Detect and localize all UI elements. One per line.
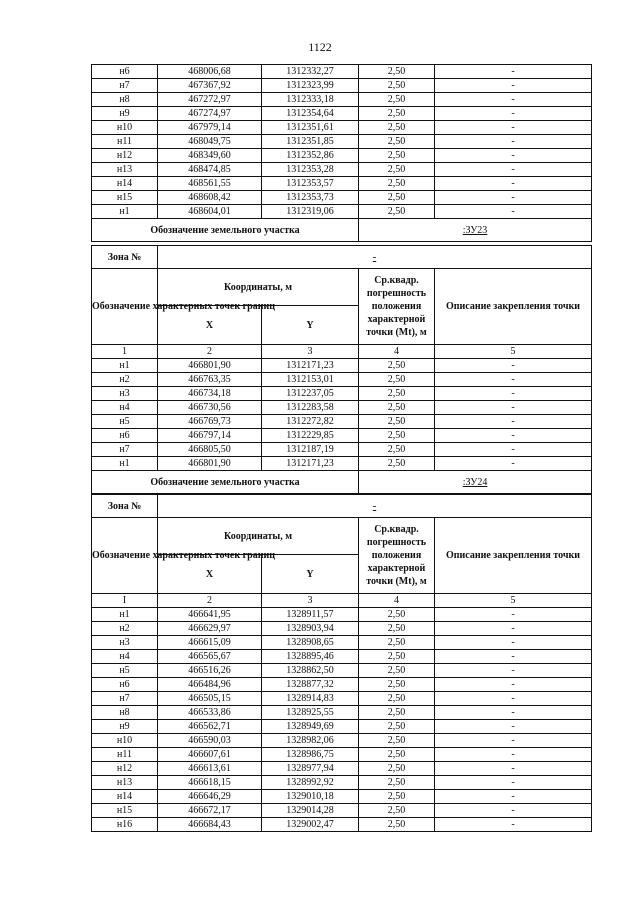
point-name-cell: н13 [92,776,158,790]
accuracy-cell: 2,50 [359,720,435,734]
col-num-4: 4 [359,594,435,608]
x-coordinate-cell: 466629,97 [158,622,262,636]
x-coordinate-cell: 466484,96 [158,678,262,692]
point-designation-header: Обозначение характерных точек границ [92,518,158,594]
fixing-cell: - [435,776,592,790]
x-coordinate-cell: 466565,67 [158,650,262,664]
header-row [92,518,592,555]
point-name-cell: н14 [92,790,158,804]
plot-id-zu23: :ЗУ23 [359,219,592,242]
table-row [92,135,592,149]
accuracy-cell: 2,50 [359,608,435,622]
x-coordinate-cell: 468474,85 [158,163,262,177]
fixing-cell: - [435,163,592,177]
accuracy-cell: 2,50 [359,65,435,79]
y-coordinate-cell: 1312272,82 [262,415,359,429]
y-coordinate-cell: 1312353,73 [262,191,359,205]
point-name-cell: н6 [92,429,158,443]
table-row [92,622,592,636]
table-row [92,804,592,818]
x-coordinate-cell: 466801,90 [158,457,262,471]
y-coordinate-cell: 1312353,57 [262,177,359,191]
accuracy-cell: 2,50 [359,443,435,457]
point-name-cell: н3 [92,636,158,650]
accuracy-cell: 2,50 [359,79,435,93]
plot-designation-label: Обозначение земельного участка [92,219,359,242]
point-name-cell: н12 [92,149,158,163]
table-row [92,107,592,121]
table-row [92,790,592,804]
accuracy-header: Ср.квадр. погрешность положения характерной точки (Мt), м [359,518,435,594]
coordinates-table-continued [91,64,592,242]
zone-row [92,495,592,518]
y-coordinate-cell: 1312332,27 [262,65,359,79]
x-coordinate-cell: 467272,97 [158,93,262,107]
fixing-cell: - [435,664,592,678]
x-coordinate-cell: 468561,55 [158,177,262,191]
y-coordinate-cell: 1312353,28 [262,163,359,177]
table-row [92,818,592,832]
accuracy-cell: 2,50 [359,678,435,692]
x-coordinate-cell: 466533,86 [158,706,262,720]
coordinates-table-zu23 [91,245,592,494]
col-num-2: 2 [158,345,262,359]
y-coordinate-cell: 1312351,85 [262,135,359,149]
y-coordinate-cell: 1312153,01 [262,373,359,387]
table-row [92,191,592,205]
y-coordinate-cell: 1328895,46 [262,650,359,664]
accuracy-cell: 2,50 [359,387,435,401]
point-designation-header: Обозначение характерных точек границ [92,269,158,345]
x-coordinate-cell: 466801,90 [158,359,262,373]
accuracy-cell: 2,50 [359,107,435,121]
table-row [92,149,592,163]
fixing-cell: - [435,373,592,387]
accuracy-cell: 2,50 [359,706,435,720]
table-row [92,205,592,219]
y-coordinate-cell: 1328949,69 [262,720,359,734]
fixing-cell: - [435,149,592,163]
col-num-5: 5 [435,345,592,359]
point-name-cell: н8 [92,706,158,720]
fixing-cell: - [435,650,592,664]
y-coordinate-cell: 1328977,94 [262,762,359,776]
y-coordinate-cell: 1312319,06 [262,205,359,219]
table-row [92,401,592,415]
accuracy-cell: 2,50 [359,804,435,818]
point-name-cell: н1 [92,205,158,219]
point-name-cell: н9 [92,720,158,734]
plot-designation-row [92,219,592,242]
y-header: Y [262,306,359,345]
table-body [92,65,592,219]
point-name-cell: н10 [92,734,158,748]
table-row [92,93,592,107]
table-row [92,720,592,734]
coordinates-table-zu24 [91,494,592,832]
y-coordinate-cell: 1328908,65 [262,636,359,650]
point-name-cell: н9 [92,107,158,121]
y-coordinate-cell: 1328862,50 [262,664,359,678]
accuracy-cell: 2,50 [359,457,435,471]
table-row [92,121,592,135]
page-number: 1122 [308,40,332,54]
accuracy-cell: 2,50 [359,762,435,776]
col-num-2: 2 [158,594,262,608]
table-row [92,734,592,748]
accuracy-cell: 2,50 [359,401,435,415]
accuracy-cell: 2,50 [359,636,435,650]
zone-value: - [158,246,592,269]
x-coordinate-cell: 466672,17 [158,804,262,818]
point-name-cell: н7 [92,692,158,706]
y-coordinate-cell: 1312352,86 [262,149,359,163]
point-name-cell: н4 [92,650,158,664]
y-coordinate-cell: 1328914,83 [262,692,359,706]
fixing-cell: - [435,790,592,804]
y-coordinate-cell: 1312187,19 [262,443,359,457]
table-body [92,608,592,832]
x-header: X [158,555,262,594]
accuracy-cell: 2,50 [359,818,435,832]
point-name-cell: н5 [92,664,158,678]
fixing-cell: - [435,692,592,706]
point-name-cell: н12 [92,762,158,776]
accuracy-cell: 2,50 [359,664,435,678]
zone-label: Зона № [92,495,158,518]
x-coordinate-cell: 466590,03 [158,734,262,748]
x-coordinate-cell: 466797,14 [158,429,262,443]
col-num-1: 1 [92,345,158,359]
x-coordinate-cell: 466763,35 [158,373,262,387]
table-row [92,415,592,429]
table-row [92,373,592,387]
y-coordinate-cell: 1312171,23 [262,457,359,471]
y-coordinate-cell: 1312171,23 [262,359,359,373]
fixing-cell: - [435,177,592,191]
y-coordinate-cell: 1312323,99 [262,79,359,93]
table-row [92,65,592,79]
table-row [92,692,592,706]
x-coordinate-cell: 466684,43 [158,818,262,832]
column-number-row [92,594,592,608]
accuracy-cell: 2,50 [359,373,435,387]
point-name-cell: н14 [92,177,158,191]
fixing-cell: - [435,818,592,832]
y-coordinate-cell: 1328903,94 [262,622,359,636]
table-row [92,457,592,471]
y-coordinate-cell: 1312351,61 [262,121,359,135]
accuracy-cell: 2,50 [359,191,435,205]
header-row [92,269,592,306]
fixing-cell: - [435,678,592,692]
plot-designation-row [92,471,592,494]
fixing-cell: - [435,65,592,79]
y-coordinate-cell: 1328986,75 [262,748,359,762]
point-name-cell: н16 [92,818,158,832]
x-coordinate-cell: 467979,14 [158,121,262,135]
fixing-cell: - [435,191,592,205]
accuracy-cell: 2,50 [359,622,435,636]
plot-id-zu24: :ЗУ24 [359,471,592,494]
fixing-cell: - [435,734,592,748]
fixing-cell: - [435,720,592,734]
col-num-1: I [92,594,158,608]
point-name-cell: н5 [92,415,158,429]
point-name-cell: н2 [92,622,158,636]
table-row [92,163,592,177]
fixing-cell: - [435,387,592,401]
fixing-cell: - [435,359,592,373]
y-coordinate-cell: 1328982,06 [262,734,359,748]
x-header: X [158,306,262,345]
point-name-cell: н8 [92,93,158,107]
accuracy-cell: 2,50 [359,93,435,107]
accuracy-cell: 2,50 [359,650,435,664]
table-body [92,359,592,471]
accuracy-cell: 2,50 [359,429,435,443]
table-row [92,443,592,457]
y-coordinate-cell: 1312283,58 [262,401,359,415]
table-row [92,359,592,373]
fixing-cell: - [435,762,592,776]
table-row [92,678,592,692]
point-name-cell: н1 [92,608,158,622]
table-row [92,650,592,664]
table-row [92,776,592,790]
y-coordinate-cell: 1312354,64 [262,107,359,121]
col-num-4: 4 [359,345,435,359]
accuracy-cell: 2,50 [359,177,435,191]
y-coordinate-cell: 1329014,28 [262,804,359,818]
x-coordinate-cell: 466641,95 [158,608,262,622]
fixing-cell: - [435,706,592,720]
y-coordinate-cell: 1312237,05 [262,387,359,401]
x-coordinate-cell: 468049,75 [158,135,262,149]
y-coordinate-cell: 1329010,18 [262,790,359,804]
fixing-header: Описание закрепления точки [435,518,592,594]
y-header: Y [262,555,359,594]
accuracy-cell: 2,50 [359,692,435,706]
accuracy-cell: 2,50 [359,748,435,762]
zone-label: Зона № [92,246,158,269]
table-row [92,429,592,443]
point-name-cell: н6 [92,678,158,692]
zone-row [92,246,592,269]
table-row [92,177,592,191]
table-row [92,706,592,720]
x-coordinate-cell: 468608,42 [158,191,262,205]
fixing-cell: - [435,107,592,121]
x-coordinate-cell: 466607,61 [158,748,262,762]
col-num-5: 5 [435,594,592,608]
table-row [92,762,592,776]
x-coordinate-cell: 466613,61 [158,762,262,776]
x-coordinate-cell: 466516,26 [158,664,262,678]
accuracy-cell: 2,50 [359,205,435,219]
y-coordinate-cell: 1328992,92 [262,776,359,790]
point-name-cell: н4 [92,401,158,415]
table-row [92,636,592,650]
x-coordinate-cell: 466562,71 [158,720,262,734]
accuracy-cell: 2,50 [359,790,435,804]
accuracy-cell: 2,50 [359,163,435,177]
coordinates-header: Координаты, м [158,269,359,306]
x-coordinate-cell: 468349,60 [158,149,262,163]
x-coordinate-cell: 466769,73 [158,415,262,429]
accuracy-cell: 2,50 [359,776,435,790]
fixing-cell: - [435,93,592,107]
fixing-cell: - [435,443,592,457]
point-name-cell: н1 [92,457,158,471]
y-coordinate-cell: 1328877,32 [262,678,359,692]
accuracy-cell: 2,50 [359,149,435,163]
accuracy-cell: 2,50 [359,135,435,149]
y-coordinate-cell: 1329002,47 [262,818,359,832]
fixing-cell: - [435,135,592,149]
y-coordinate-cell: 1328925,55 [262,706,359,720]
point-name-cell: н7 [92,79,158,93]
point-name-cell: н13 [92,163,158,177]
table-row [92,79,592,93]
fixing-cell: - [435,608,592,622]
y-coordinate-cell: 1312229,85 [262,429,359,443]
fixing-cell: - [435,205,592,219]
point-name-cell: н15 [92,191,158,205]
table-row [92,664,592,678]
fixing-cell: - [435,804,592,818]
zone-value: - [158,495,592,518]
y-coordinate-cell: 1312333,18 [262,93,359,107]
point-name-cell: н15 [92,804,158,818]
point-name-cell: н10 [92,121,158,135]
y-coordinate-cell: 1328911,57 [262,608,359,622]
fixing-cell: - [435,79,592,93]
accuracy-cell: 2,50 [359,359,435,373]
coordinates-header: Координаты, м [158,518,359,555]
fixing-cell: - [435,748,592,762]
column-number-row [92,345,592,359]
col-num-3: 3 [262,594,359,608]
fixing-cell: - [435,429,592,443]
accuracy-cell: 2,50 [359,121,435,135]
point-name-cell: н11 [92,135,158,149]
fixing-cell: - [435,457,592,471]
point-name-cell: н6 [92,65,158,79]
col-num-3: 3 [262,345,359,359]
fixing-cell: - [435,415,592,429]
accuracy-cell: 2,50 [359,734,435,748]
plot-designation-label: Обозначение земельного участка [92,471,359,494]
fixing-header: Описание закрепления точки [435,269,592,345]
fixing-cell: - [435,121,592,135]
x-coordinate-cell: 466618,15 [158,776,262,790]
x-coordinate-cell: 466805,50 [158,443,262,457]
point-name-cell: н2 [92,373,158,387]
point-name-cell: н1 [92,359,158,373]
x-coordinate-cell: 466730,56 [158,401,262,415]
point-name-cell: н3 [92,387,158,401]
fixing-cell: - [435,622,592,636]
accuracy-cell: 2,50 [359,415,435,429]
point-name-cell: н7 [92,443,158,457]
x-coordinate-cell: 466734,18 [158,387,262,401]
point-name-cell: н11 [92,748,158,762]
x-coordinate-cell: 466505,15 [158,692,262,706]
fixing-cell: - [435,636,592,650]
accuracy-header: Ср.квадр. погрешность положения характерной точки (Мt), м [359,269,435,345]
x-coordinate-cell: 467274,97 [158,107,262,121]
table-row [92,748,592,762]
x-coordinate-cell: 466646,29 [158,790,262,804]
x-coordinate-cell: 467367,92 [158,79,262,93]
x-coordinate-cell: 466615,09 [158,636,262,650]
table-row [92,387,592,401]
fixing-cell: - [435,401,592,415]
table-row [92,608,592,622]
x-coordinate-cell: 468604,01 [158,205,262,219]
x-coordinate-cell: 468006,68 [158,65,262,79]
